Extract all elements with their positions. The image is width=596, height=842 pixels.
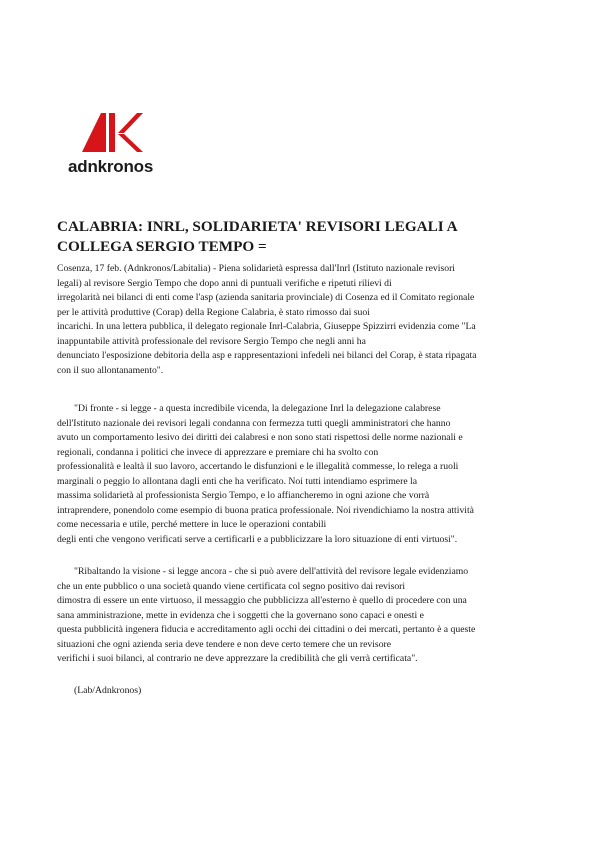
paragraph-line: irregolarità nei bilanci di enti come l'asp (azienda sanitaria provinciale) di Cosenza ed il Comitato regionale [57, 292, 475, 303]
paragraph-line: (Lab/Adnkronos) [74, 685, 142, 696]
paragraph-line: dimostra di essere un ente virtuoso, il messaggio che pubblicizza all'esterno è quello di procedere con una [57, 595, 467, 606]
headline-line: CALABRIA: INRL, SOLIDARIETA' REVISORI LEGALI A [57, 218, 458, 235]
paragraph-line: "Ribaltando la visione - si legge ancora - che si può avere dell'attività del revisore legale evidenziamo [74, 566, 469, 577]
paragraph-line: degli enti che vengono verificati serve a certificarli e a pubblicizzare la loro situazione di enti virtuosi". [57, 533, 458, 545]
paragraph-line: che un ente pubblico o una società quando viene certificata col segno positivo dai revisori [57, 580, 406, 592]
paragraph-line: sana amministrazione, mette in evidenza che i soggetti che la governano sono capaci e onesti e [57, 609, 424, 621]
article-signature [57, 684, 547, 699]
paragraph-line: come necessaria e utile, perché mettere in luce le operazioni contabili [57, 519, 327, 530]
article-headline [57, 217, 557, 257]
adnkronos-wordmark: adnkronos [68, 157, 154, 176]
paragraph-line: professionalità e lealtà il suo lavoro, accertando le disfunzioni e le illegalità commesse, lo relega a ruoli [57, 461, 459, 472]
paragraph-line: inappuntabile attività professionale del revisore Sergio Tempo che negli anni ha [57, 335, 366, 347]
article-paragraph-quote-2 [57, 565, 547, 667]
paragraph-line: con il suo allontanamento". [57, 364, 164, 376]
adnkronos-logo [68, 113, 168, 183]
paragraph-line: denunciato l'esposizione debitoria della asp e rappresentazioni infedeli nei bilanci del Corap, è stata ripagata [57, 350, 477, 361]
paragraph-line: legali) al revisore Sergio Tempo che dopo anni di puntuali verifiche e ripetuti rilievi di [57, 277, 392, 289]
paragraph-line: incarichi. In una lettera pubblica, il delegato regionale Inrl-Calabria, Giuseppe Spizzirri evidenzia come "La [57, 321, 476, 332]
paragraph-line: Cosenza, 17 feb. (Adnkronos/Labitalia) - Piena solidarietà espressa dall'Inrl (Istituto nazionale revisori [57, 263, 456, 274]
paragraph-line: avuto un comportamento lesivo dei diritti dei calabresi e non sono stati rispettosi delle norme nazionali e [57, 432, 463, 443]
adnkronos-k-logo-icon [82, 113, 144, 155]
headline-line: COLLEGA SERGIO TEMPO = [57, 238, 267, 255]
paragraph-line: intraprendere, ponendolo come esempio di buona pratica professionale. Noi rivendichiamo la nostra attività [57, 504, 474, 516]
paragraph-line: marginali o peggio lo allontana dagli enti che ha verificato. Noi tutti intendiamo esprimere la [57, 475, 418, 487]
paragraph-line: "Di fronte - si legge - a questa incredibile vicenda, la delegazione Inrl la delegazione calabrese [74, 403, 441, 414]
article-paragraph-quote-1 [57, 402, 547, 547]
article-paragraph-lead [57, 262, 547, 378]
paragraph-line: questa pubblicità ingenera fiducia e accreditamento agli occhi dei cittadini o dei mercati, pertanto è a queste [57, 624, 476, 635]
paragraph-line: regionali, condanna i politici che invece di apprezzare e premiare chi ha svolto con [57, 446, 379, 458]
paragraph-line: verifichi i suoi bilanci, al contrario ne deve apprezzare la credibilità che gli verrà certificata". [57, 653, 418, 664]
paragraph-line: per le attività produttive (Corap) della Regione Calabria, è stato rimosso dai suoi [57, 306, 370, 318]
paragraph-line: dell'Istituto nazionale dei revisori legali condanna con fermezza tutti quegli amministratori che hanno [57, 417, 451, 429]
paragraph-line: massima solidarietà al professionista Sergio Tempo, e lo affiancheremo in ogni azione che vorrà [57, 490, 430, 501]
paragraph-line: situazioni che ogni azienda seria deve tendere e non deve certo temere che un revisore [57, 638, 392, 650]
